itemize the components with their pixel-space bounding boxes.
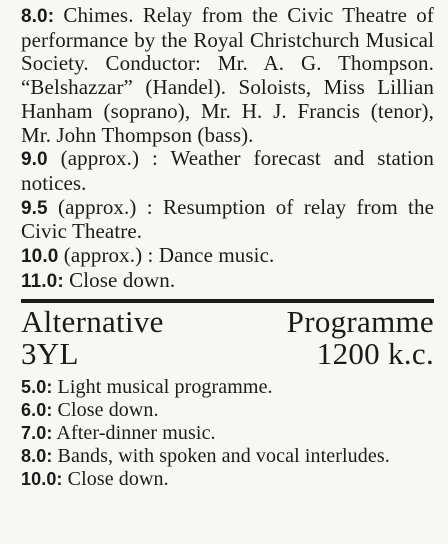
station-callsign: 3YL [21, 336, 79, 372]
programme-entry [21, 147, 434, 195]
entry-text: Weather forecast and station notices. [21, 146, 434, 195]
entry-qualifier: (approx.) : [63, 243, 154, 268]
programme-entry [21, 445, 434, 468]
station-frequency: 1200 k.c. [316, 336, 434, 372]
entry-time: 8.0: [21, 6, 55, 27]
entry-text: Chimes. Relay from the Civic Theatre of performance by the Royal Christchurch Musical Society. Conductor: Mr. A. G. Thompson. “Belshazzar” (Handel). Soloists, Miss Lillian Hanham (soprano), Mr. H. J. Francis (tenor), Mr. John Thompson (bass). [21, 3, 434, 147]
entry-text: Light musical programme. [57, 376, 273, 399]
entry-time: 8.0: [21, 446, 53, 467]
entry-text: Resumption of relay from the Civic Theatre. [21, 194, 434, 244]
section-divider [21, 299, 434, 303]
programme-entry [21, 4, 434, 147]
programme-list [21, 4, 434, 293]
programme-entry [21, 468, 434, 491]
entry-time: 7.0: [21, 423, 53, 444]
programme-entry [21, 269, 434, 294]
entry-time: 9.5 [21, 197, 48, 219]
entry-text: After-dinner music. [56, 422, 216, 445]
heading-title: Alternative [21, 304, 164, 340]
programme-entry [21, 244, 434, 269]
entry-qualifier: (approx.) : [58, 194, 153, 219]
entry-text: Bands, with spoken and vocal interludes. [57, 445, 390, 468]
entry-text: Close down. [67, 468, 169, 491]
station-heading [21, 336, 434, 372]
entry-time: 10.0 [21, 246, 59, 268]
entry-time: 11.0: [21, 270, 64, 292]
heading-title-right: Programme [286, 304, 434, 340]
programme-entry [21, 422, 434, 445]
entry-time: 5.0: [21, 377, 53, 398]
entry-time: 6.0: [21, 400, 53, 421]
entry-time: 10.0: [21, 469, 63, 490]
programme-entry [21, 196, 434, 244]
entry-time: 9.0 [21, 149, 48, 171]
programme-entry [21, 399, 434, 422]
entry-text: Dance music. [158, 243, 275, 268]
alternative-programme [21, 376, 434, 491]
entry-text: Close down. [69, 267, 176, 292]
entry-qualifier: (approx.) : [60, 146, 158, 171]
section-heading [21, 304, 434, 340]
programme-list [21, 376, 434, 491]
programme-entry [21, 376, 434, 399]
entry-text: Close down. [57, 399, 159, 422]
